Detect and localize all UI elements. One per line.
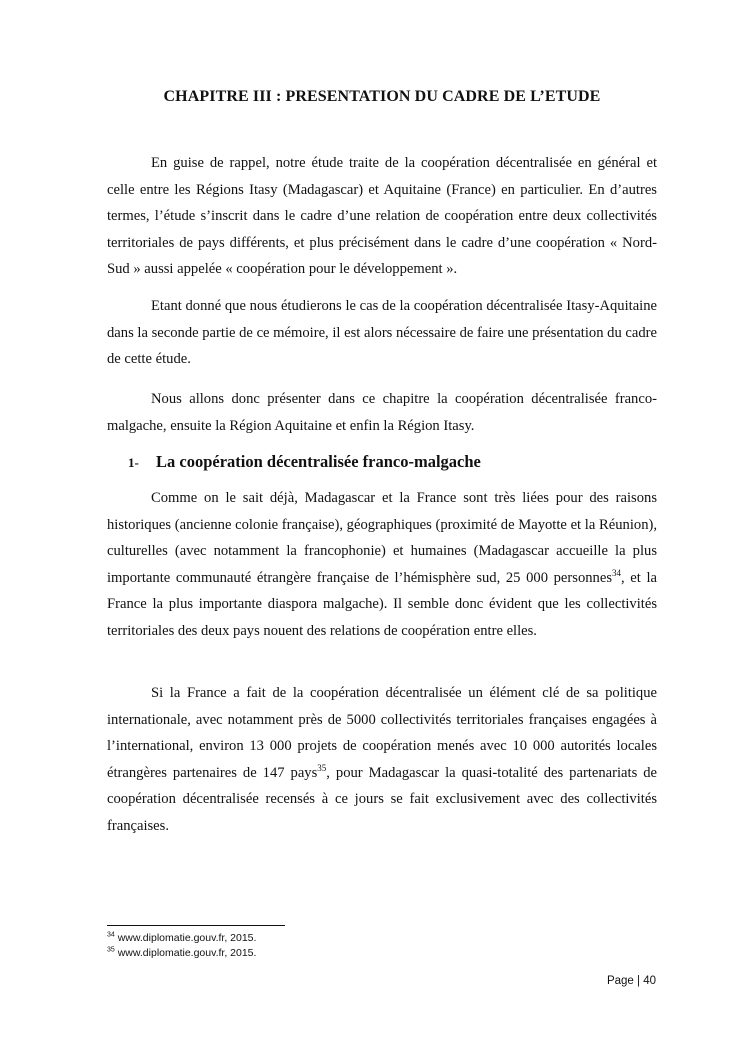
- section-heading: [128, 452, 648, 472]
- paragraph-outline: Nous allons donc présenter dans ce chapitre la coopération décentralisée franco-malgache, ensuite la Région Aquitaine et enfin la Région Itasy.: [107, 391, 657, 434]
- footnote-number: 34: [107, 931, 115, 939]
- footnote-text: www.diplomatie.gouv.fr, 2015.: [117, 947, 257, 959]
- paragraph-cooperation-text-1: Si la France a fait de la coopération décentralisée un élément clé de sa politique internationale, avec notamment près de 5000 collectivités territoriales françaises engagées à l’international, environ 13 000 projets de coopération menés avec 10 000 autorités locales étrangères partenaires de 147 pays: [107, 685, 657, 781]
- footnote-separator: [107, 925, 285, 926]
- footnote-34: [107, 931, 256, 946]
- footnote-ref-35[interactable]: 35: [317, 762, 327, 773]
- page-number: Page | 40: [606, 975, 656, 987]
- paragraph-relations: [107, 485, 657, 644]
- section-number: 1-: [128, 455, 139, 470]
- footnote-number: 35: [107, 946, 115, 954]
- footnote-text: www.diplomatie.gouv.fr, 2015.: [117, 932, 257, 944]
- footnote-ref-34[interactable]: 34: [612, 567, 621, 578]
- paragraph-relations-text-1: Comme on le sait déjà, Madagascar et la France sont très liées pour des raisons historiques (ancienne colonie française), géographiques (proximité de Mayotte et la Réunion), culturelles (avec notamment la francophonie) et humaines (Madagascar accueille la plus importante communauté étrangère française de l’hémisphère sud, 25 000 personnes: [107, 490, 657, 586]
- paragraph-cooperation-text-2: , pour Madagascar la quasi-totalité des partenariats de coopération décentralisée recensés à ce jours se fait exclusivement avec des collectivités françaises.: [107, 764, 657, 834]
- paragraph-intro: En guise de rappel, notre étude traite de la coopération décentralisée en général et celle entre les Régions Itasy (Madagascar) et Aquitaine (France) en particulier. En d’autres termes, l’étude s’inscrit dans le cadre d’une relation de coopération entre deux collectivités territoriales de pays différents, et plus précisément dans le cadre d’une coopération « Nord-Sud » aussi appelée « coopération pour le développement ».: [107, 155, 657, 277]
- paragraph-cooperation: [107, 680, 657, 839]
- section-title: La coopération décentralisée franco-malgache: [156, 452, 481, 471]
- footnotes: [107, 931, 256, 961]
- chapter-title: CHAPITRE III : PRESENTATION DU CADRE DE L’ETUDE: [163, 88, 601, 105]
- paragraph-relations-text-2: , et la France la plus importante diaspora malgache). Il semble donc évident que les collectivités territoriales des deux pays nouent des relations de coopération entre elles.: [107, 569, 657, 639]
- paragraph-context: Etant donné que nous étudierons le cas de la coopération décentralisée Itasy-Aquitaine dans la seconde partie de ce mémoire, il est alors nécessaire de faire une présentation du cadre de cette étude.: [107, 298, 657, 367]
- footnote-35: [107, 946, 256, 961]
